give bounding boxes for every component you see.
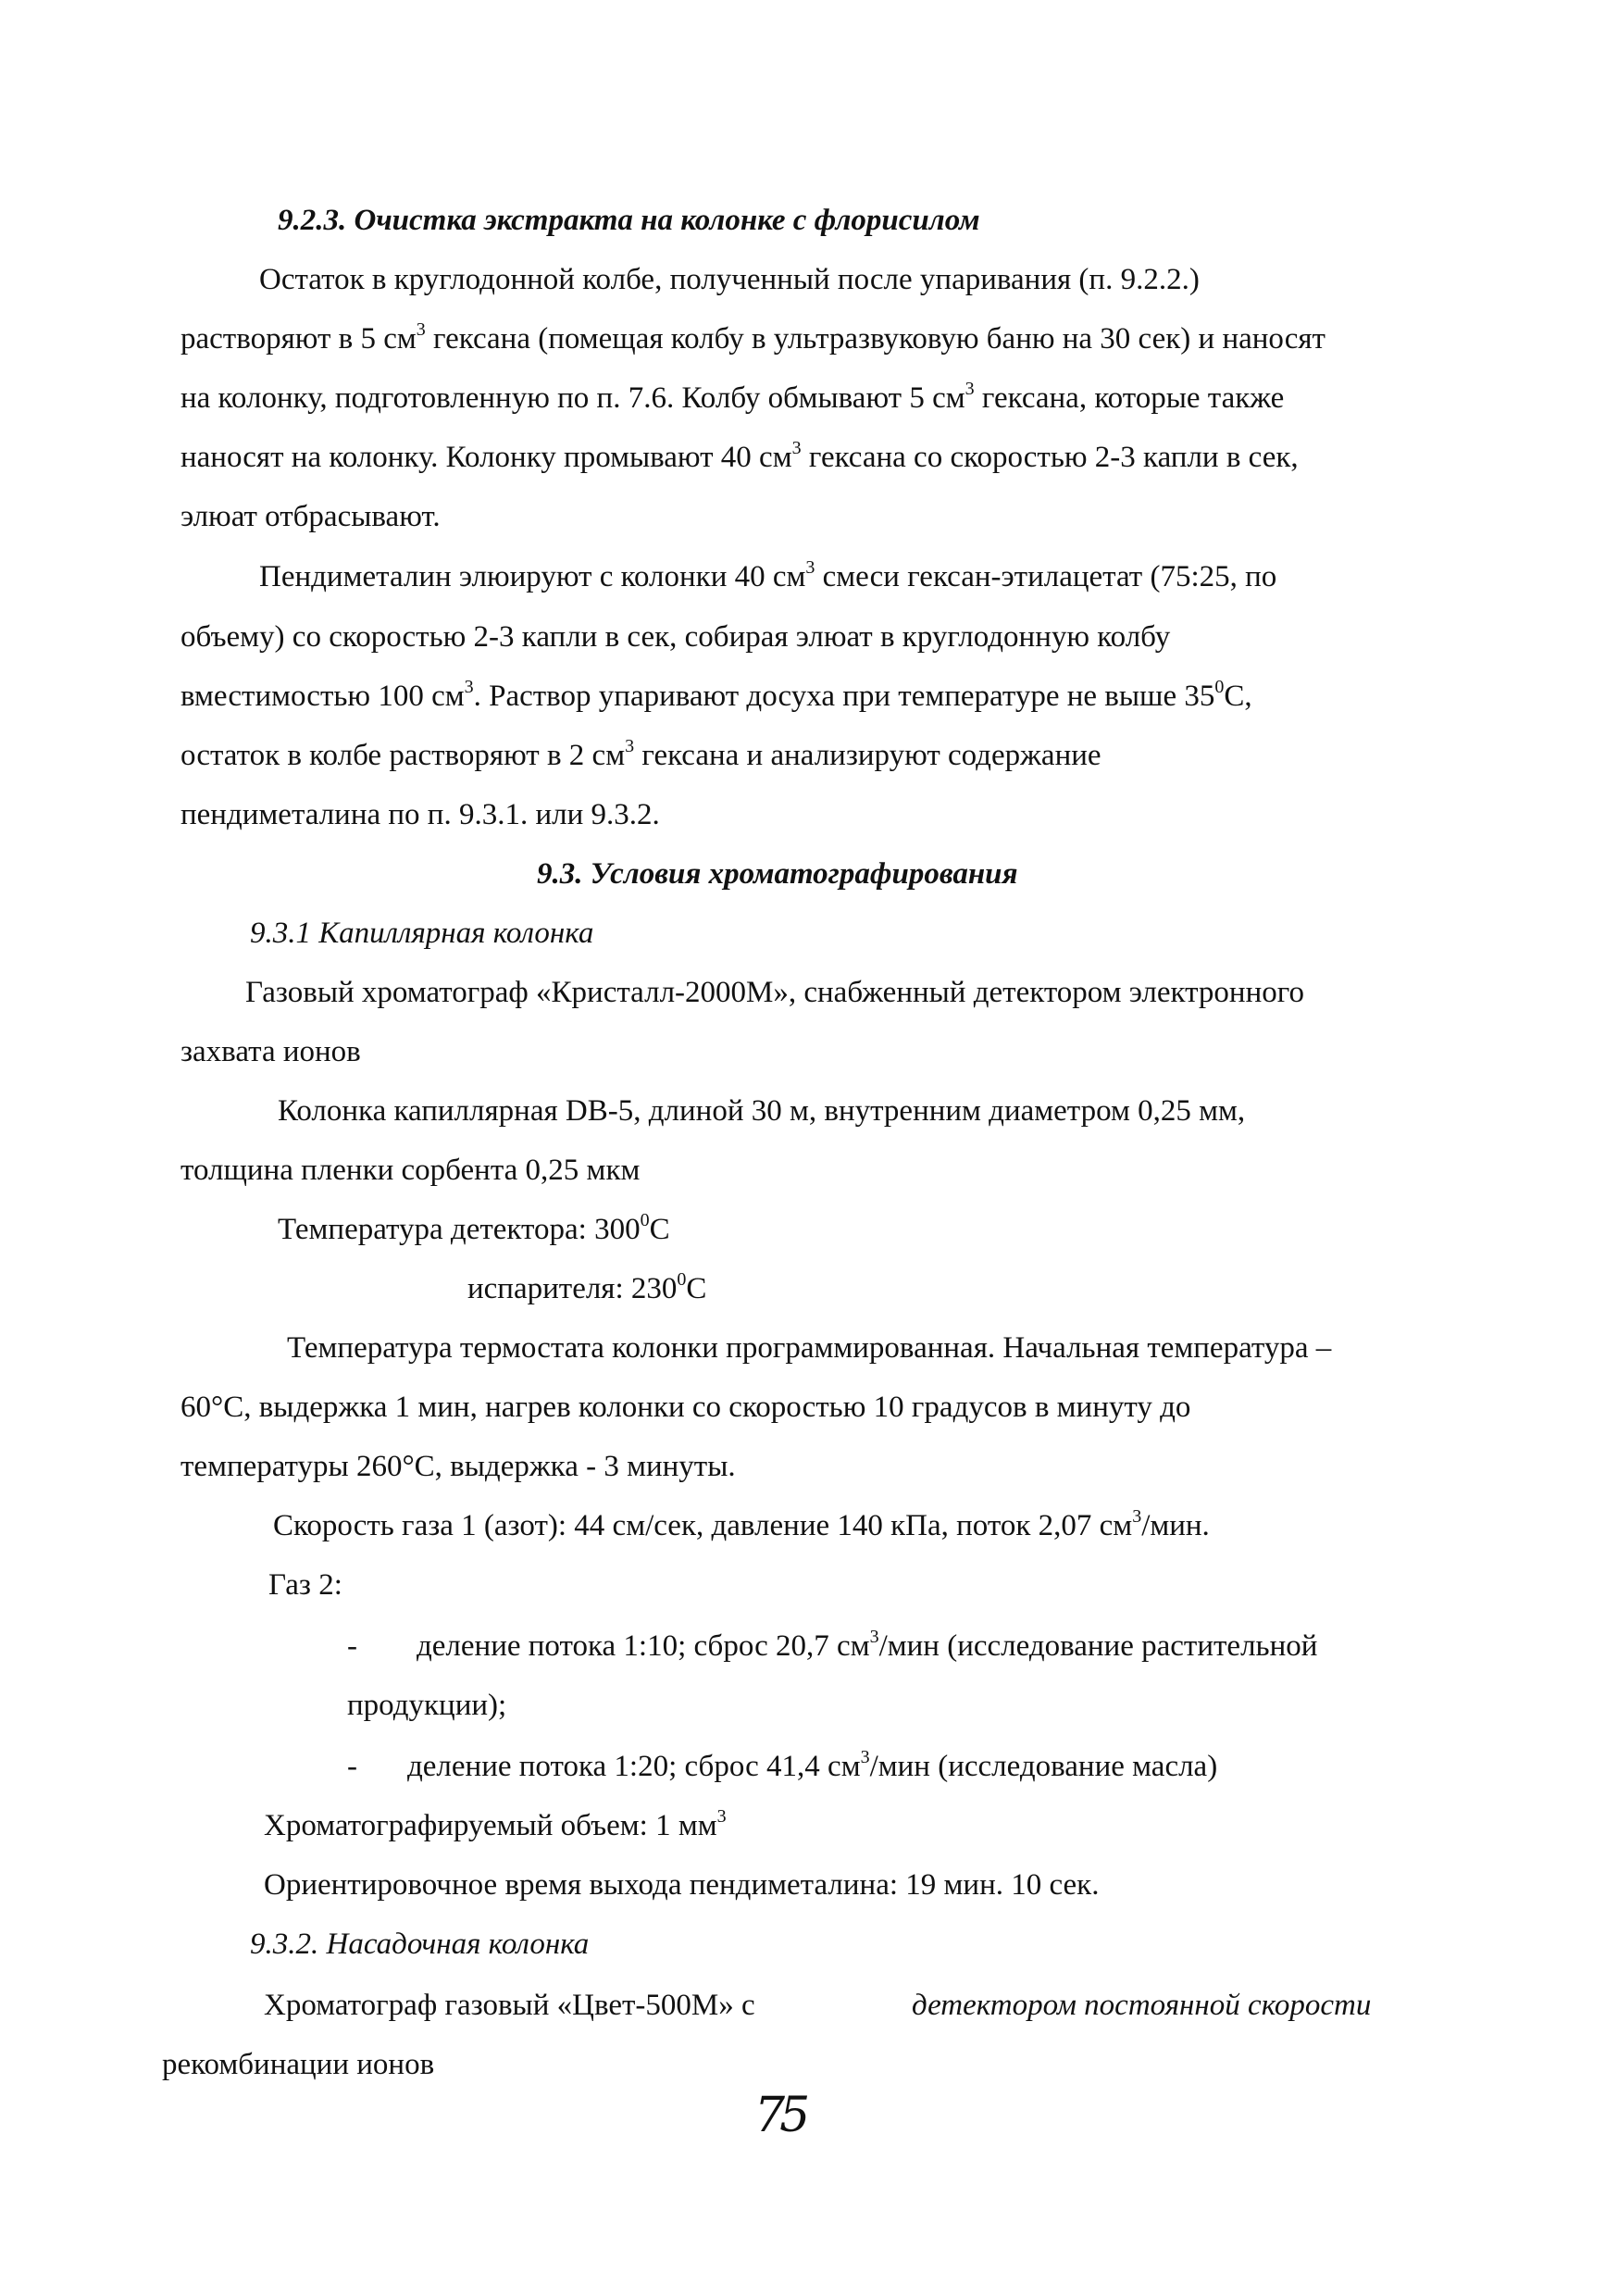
list-item: деление потока 1:10; сброс 20,7 $см^3$/мин (исследование растительной bbox=[417, 1627, 1318, 1663]
subsection-heading-932: 9.3.2. Насадочная колонка bbox=[250, 1928, 590, 1961]
paragraph-line: Остаток в круглодонной колбе, полученный после упаривания (п. 9.2.2.) bbox=[259, 263, 1200, 296]
paragraph-line: Температура термостата колонки программированная. Начальная температура – bbox=[287, 1331, 1332, 1365]
paragraph-line: захвата ионов bbox=[180, 1035, 361, 1068]
section-heading-923: 9.2.3. Очистка экстракта на колонке с флорисилом bbox=[278, 204, 980, 237]
paragraph-line: наносят на колонку. Колонку промывают 40 $см^3$ гексана со скоростью 2-3 капли в сек, bbox=[180, 438, 1299, 474]
paragraph-line: пендиметалина по п. 9.3.1. или 9.3.2. bbox=[180, 798, 660, 831]
paragraph-line: вместимостью 100 $см^3$. Раствор упаривают досуха при температуре не выше $35^0С$, bbox=[180, 677, 1252, 713]
paragraph-line: на колонку, подготовленную по п. 7.6. Колбу обмывают 5 $см^3$ гексана, которые также bbox=[180, 379, 1285, 415]
paragraph-line: элюат отбрасывают. bbox=[180, 500, 441, 533]
paragraph-line: остаток в колбе растворяют в 2 $см^3$ гексана и анализируют содержание bbox=[180, 736, 1101, 772]
page-number: 75 bbox=[754, 2088, 805, 2143]
section-heading-93: 9.3. Условия хроматографирования bbox=[537, 857, 1018, 891]
paragraph-line: рекомбинации ионов bbox=[162, 2048, 435, 2081]
temperature-vaporizer: испарителя: $230^0С$ bbox=[467, 1269, 707, 1305]
paragraph-line: Хроматограф газовый «Цвет-500М» с bbox=[264, 1989, 755, 2022]
paragraph-line: температуры 260°С, выдержка - 3 минуты. bbox=[180, 1450, 736, 1483]
subsection-heading-931: 9.3.1 Капиллярная колонка bbox=[250, 917, 594, 950]
volume-line: Хроматографируемый объем: 1 $мм^3$ bbox=[264, 1806, 727, 1842]
paragraph-line: Газовый хроматограф «Кристалл-2000М», снабженный детектором электронного bbox=[245, 976, 1304, 1009]
temperature-detector: Температура детектора: $300^0С$ bbox=[278, 1210, 670, 1246]
paragraph-line: Пендиметалин элюируют с колонки 40 $см^3$ смеси гексан-этилацетат (75:25, по bbox=[259, 557, 1277, 593]
paragraph-line: 60°С, выдержка 1 мин, нагрев колонки со скоростью 10 градусов в минуту до bbox=[180, 1391, 1191, 1424]
gas1-line: Скорость газа 1 (азот): 44 см/сек, давление 140 кПа, поток 2,07 $см^3$/мин. bbox=[273, 1506, 1210, 1542]
paragraph-line: объему) со скоростью 2-3 капли в сек, собирая элюат в круглодонную колбу bbox=[180, 620, 1171, 654]
paragraph-line: толщина пленки сорбента 0,25 мкм bbox=[180, 1154, 641, 1187]
list-item-continuation: продукции); bbox=[347, 1689, 507, 1722]
paragraph-line: растворяют в 5 $см^3$ гексана (помещая колбу в ультразвуковую баню на 30 сек) и наносят bbox=[180, 319, 1326, 356]
list-bullet: - bbox=[347, 1629, 357, 1663]
list-item: деление потока 1:20; сброс 41,4 $см^3$/мин (исследование масла) bbox=[407, 1747, 1218, 1783]
paragraph-line: Колонка капиллярная DB-5, длиной 30 м, внутренним диаметром 0,25 мм, bbox=[278, 1094, 1246, 1128]
gas2-label: Газ 2: bbox=[268, 1568, 342, 1602]
list-bullet: - bbox=[347, 1750, 357, 1783]
retention-line: Ориентировочное время выхода пендиметалина: 19 мин. 10 сек. bbox=[264, 1868, 1100, 1902]
paragraph-line: детектором постоянной скорости bbox=[912, 1989, 1372, 2022]
